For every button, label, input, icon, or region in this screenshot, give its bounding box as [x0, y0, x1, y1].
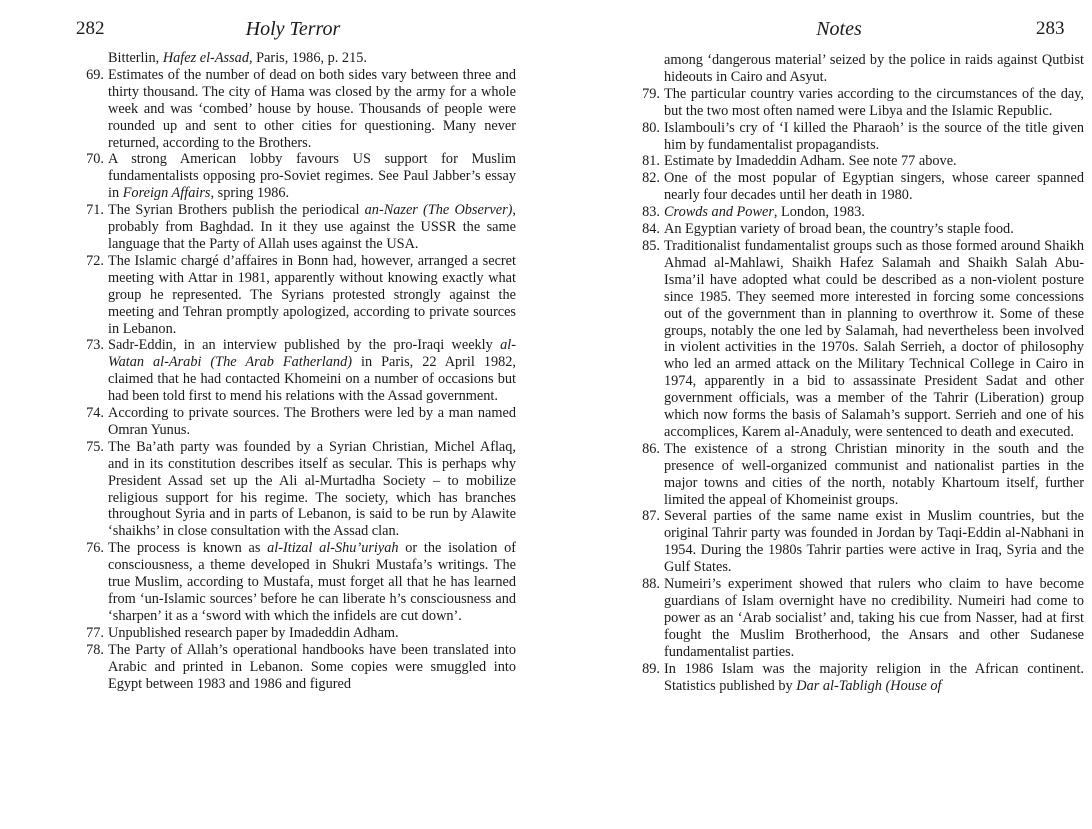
- note-text: The particular country varies according to the circumstances of the day, but the two most often named were Libya and the Islamic Republic.: [664, 85, 1084, 119]
- note-item: [632, 661, 1084, 695]
- note-item: [76, 405, 516, 439]
- notes-body: [76, 50, 516, 692]
- note-number: 75.: [86, 438, 104, 455]
- note-number: 72.: [86, 252, 104, 269]
- running-head: Notes: [816, 18, 862, 40]
- note-text: Several parties of the same name exist in Muslim countries, but the original Tahrir party was founded in Jordan by Taqi-Eddin al-Nabhani in 1954. During the 1980s Tahrir parties were active in Iraq, Syria and the Gulf States.: [664, 508, 1084, 576]
- note-number: 79.: [642, 85, 660, 102]
- italic-title: Crowds and Power: [664, 204, 774, 221]
- note-text: Estimate by Imadeddin Adham. See note 77 above.: [664, 153, 957, 170]
- italic-title: al-Itizal al-Shu’uriyah: [267, 540, 399, 557]
- note-text: The Syrian Brothers publish the periodical: [108, 202, 365, 219]
- note-item: [76, 625, 516, 642]
- note-text: Islambouli’s cry of ‘I killed the Pharaoh’ is the source of the title given him by fundamentalist propagandists.: [664, 119, 1084, 153]
- note-text: The process is known as: [108, 540, 268, 557]
- italic-title: Foreign Affairs: [122, 185, 211, 202]
- notes-list: [632, 86, 1084, 695]
- note-item: [632, 441, 1084, 509]
- note-item: [632, 86, 1084, 120]
- note-item: [632, 221, 1084, 238]
- note-text: The existence of a strong Christian minority in the south and the presence of well-organized communist and nationalist parties in the major towns and cities of the north, notably Khartoum itself, further limited the appeal of Khomeinist groups.: [664, 440, 1084, 508]
- running-head: Holy Terror: [245, 18, 341, 40]
- note-text: Estimates of the number of dead on both sides vary between three and thirty thousand. The city of Hama was closed by the army for a whole week and was ‘combed’ house by house. Thousands of people were rounded up and sent to other cities for questioning. Many never returned, according to the Brothers.: [108, 66, 516, 151]
- note-number: 84.: [642, 221, 660, 238]
- note-number: 87.: [642, 508, 660, 525]
- note-number: 70.: [86, 151, 104, 168]
- note-number: 78.: [86, 641, 104, 658]
- note-number: 74.: [86, 405, 104, 422]
- note-item: [632, 238, 1084, 441]
- note-item: [76, 642, 516, 693]
- page-number: 283: [1036, 18, 1065, 39]
- note-item: [632, 170, 1084, 204]
- note-number: 73.: [86, 337, 104, 354]
- note-text: in Paris, 22 April 1982, claimed that he had contacted Khomeini on a number of occasions but had been told first to mend his relations with the Assad government.: [108, 354, 517, 405]
- note-number: 76.: [86, 540, 104, 557]
- note-number: 83.: [642, 204, 660, 221]
- note-text: An Egyptian variety of broad bean, the country’s staple food.: [664, 221, 1014, 238]
- note-text: A strong American lobby favours US support for Muslim fundamentalists opposing pro-Soviet regimes. See Paul Jabber’s essay in: [108, 151, 516, 202]
- note-item: [76, 253, 516, 338]
- italic-title: Hafez el-Assad: [162, 50, 249, 66]
- note-number: 77.: [86, 624, 104, 641]
- note-item: [632, 153, 1084, 170]
- note-number: 89.: [642, 660, 660, 677]
- notes-list: [76, 67, 516, 693]
- note-number: 88.: [642, 576, 660, 593]
- note-text: The Ba’ath party was founded by a Syrian Christian, Michel Aflaq, and in its constitution describes itself as secular. This is perhaps why President Assad set up the Ali al-Murtadha Society – to mobilize religious support for his regime. The society, which has branches throughout Syria and in parts of Lebanon, is said to be run by Alawite ‘shaikhs’ in close consultation with the Assad clan.: [108, 438, 516, 540]
- note-item: [632, 204, 1084, 221]
- note-text: , probably from Baghdad. In it they use against the USSR the same language that the Party of Allah uses against the USA.: [108, 202, 516, 252]
- note-text: or the isolation of consciousness, a theme developed in Shukri Mustafa’s writings. The true Muslim, according to Mustafa, must forget all that he has learned from ‘un-Islamic sources’ before he can liberate h’s consciousness and ‘sharpen’ it as a ‘sword with which the infidels are cut down’.: [108, 540, 516, 624]
- note-text: Unpublished research paper by Imadeddin Adham.: [108, 624, 399, 641]
- note-text: Traditionalist fundamentalist groups such as those formed around Shaikh Ahmad al-Mahlawi, Shaikh Hafez Salamah and Shaikh Salah Abu-Isma’il have adopted what could be described as a non-violent posture since 1985. They seemed more interested in forcing some concessions out of the government than in planning to overthrow it. Some of these groups, notably the one led by Salamah, had nevertheless been involved in violent activities in the 1970s. Salah Serrieh, a doctor of philosophy who led an armed attack on the Military Technical College in Cairo in 1974, apparently in a bid to assassinate President Sadat and other government officials, was a member of the Tahrir (Liberation) group which now forms the basis of Salamah’s support. Serrieh and one of his accomplices, Karem al-Anaduly, were sentenced to death and executed.: [664, 237, 1084, 440]
- note-text: In 1986 Islam was the majority religion in the African continent. Statistics published by: [664, 660, 1084, 694]
- note-text: According to private sources. The Brothers were led by a man named Omran Yunus.: [108, 405, 516, 438]
- note-item: [76, 202, 516, 253]
- italic-title: al-Watan al-Arabi (The Arab Fatherland): [108, 337, 516, 371]
- note-text: among ‘dangerous material’ seized by the police in raids against Qutbist hideouts in Cairo and Asyut.: [664, 52, 1084, 85]
- note-continuation: [632, 52, 1084, 86]
- note-number: 71.: [86, 202, 104, 219]
- note-item: [632, 120, 1084, 154]
- note-item: [76, 540, 516, 625]
- note-number: 82.: [642, 170, 660, 187]
- note-text: Sadr-Eddin, in an interview published by the pro-Iraqi weekly: [108, 337, 501, 354]
- note-text: , London, 1983.: [773, 204, 865, 221]
- note-number: 81.: [642, 153, 660, 170]
- note-item: [76, 439, 516, 540]
- notes-body: [632, 52, 1084, 694]
- note-text: One of the most popular of Egyptian singers, whose career spanned nearly four decades until her death in 1980.: [664, 170, 1084, 204]
- italic-title: Dar al-Tabligh (House of: [796, 677, 942, 694]
- note-text: , spring 1986.: [210, 185, 290, 202]
- note-item: [76, 337, 516, 405]
- note-number: 85.: [642, 237, 660, 254]
- note-text: Bitterlin,: [108, 50, 163, 66]
- note-item: [632, 576, 1084, 661]
- note-item: [76, 67, 516, 152]
- note-text: The Islamic chargé d’affaires in Bonn had, however, arranged a secret meeting with Attar in 1981, apparently without knowing exactly what group he represented. The Syrians protested strongly against the meeting and Tehran promptly apologized, according to private sources in Lebanon.: [108, 252, 516, 337]
- note-number: 80.: [642, 119, 660, 136]
- note-number: 86.: [642, 440, 660, 457]
- note-continuation: [76, 50, 516, 67]
- note-text: The Party of Allah’s operational handbooks have been translated into Arabic and printed in Lebanon. Some copies were smuggled into Egypt between 1983 and 1986 and figured: [108, 641, 516, 692]
- note-item: [76, 151, 516, 202]
- page-number: 282: [76, 18, 105, 39]
- note-text: , Paris, 1986, p. 215.: [248, 50, 367, 66]
- note-text: Numeiri’s experiment showed that rulers who claim to have become guardians of Islam overnight have no credibility. Numeiri had come to power as an ‘Arab socialist’ and, taking his cue from Nasser, had at first fought the Muslim Brotherhood, the Ansars and other Sudanese fundamentalist parties.: [664, 576, 1084, 660]
- note-item: [632, 508, 1084, 576]
- italic-title: an-Nazer (The Observer): [364, 202, 513, 219]
- note-number: 69.: [86, 66, 104, 83]
